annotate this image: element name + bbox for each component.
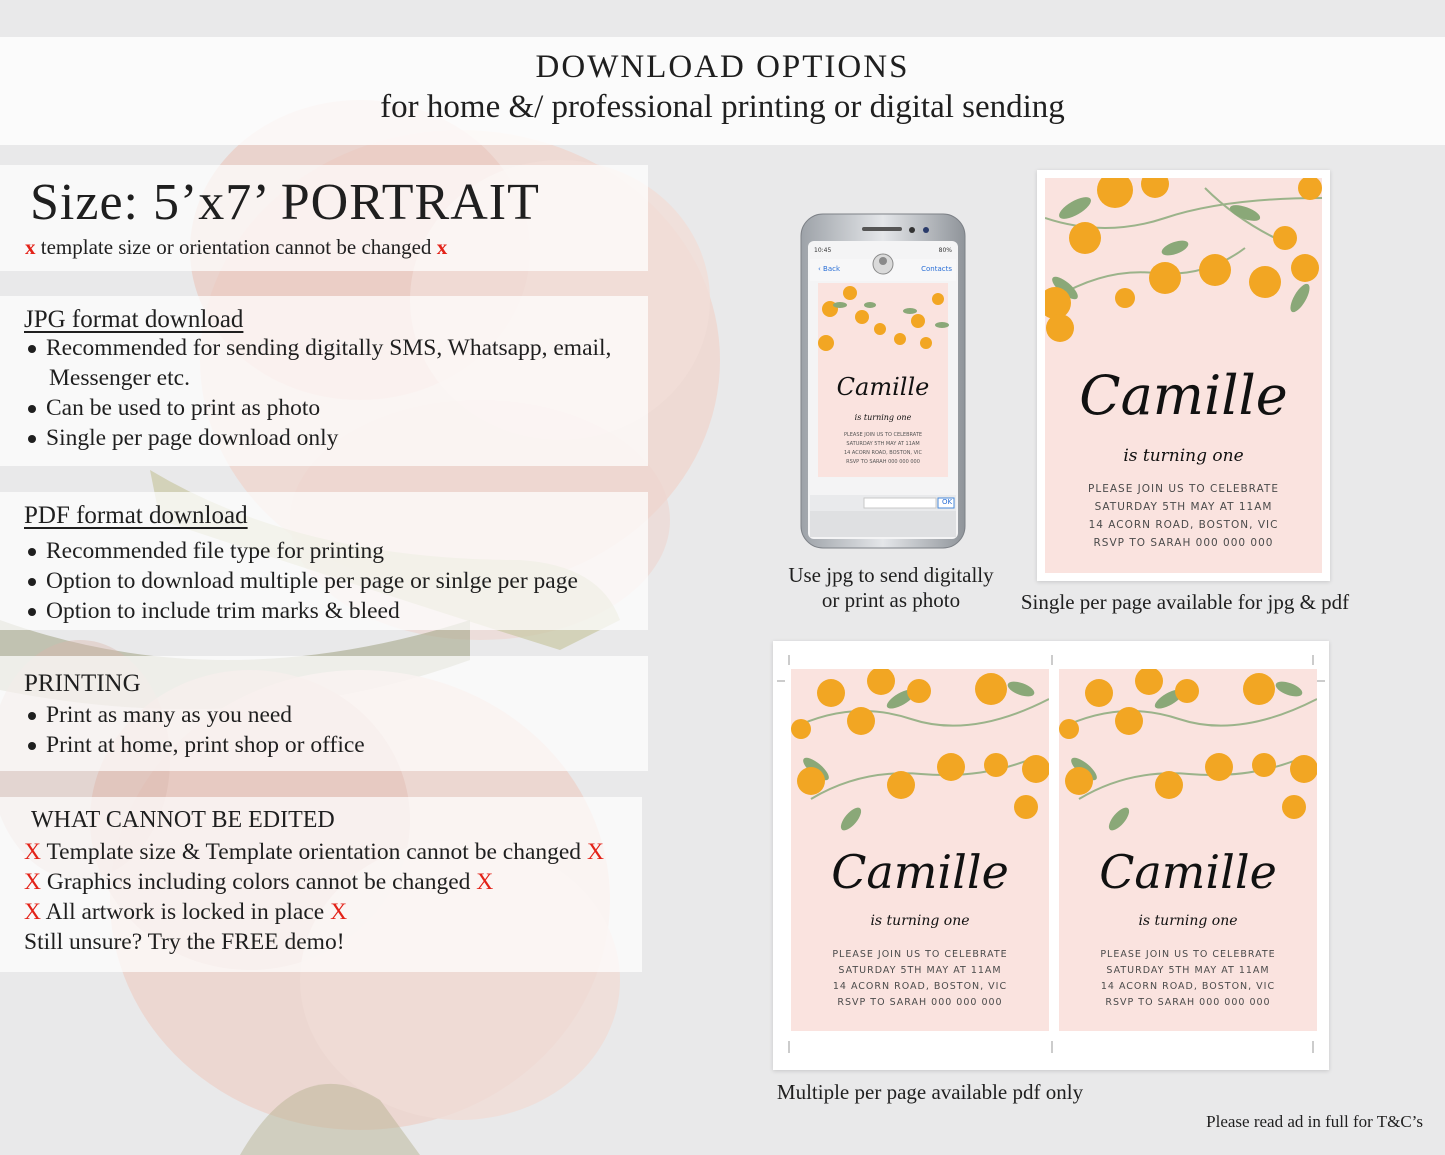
x-mark-icon: X <box>24 869 41 895</box>
cannot-edit-line <box>24 897 604 927</box>
invite-line: 14 ACORN ROAD, BOSTON, VIC <box>1088 519 1279 531</box>
invite-subline: is turning one <box>1138 913 1238 929</box>
invite-subline: is turning one <box>1123 446 1244 466</box>
invite-line: PLEASE JOIN US TO CELEBRATE <box>1100 949 1276 960</box>
list-item-text: Single per page download only <box>46 425 339 451</box>
list-item <box>24 566 578 596</box>
cannot-edit-text: Graphics including colors cannot be changed <box>46 869 471 895</box>
invite-line: RSVP TO SARAH 000 000 000 <box>837 997 1003 1008</box>
phone-back-link[interactable]: ‹ Back <box>818 265 841 273</box>
multiple-invitation-sheet <box>773 641 1329 1070</box>
demo-line: Still unsure? Try the FREE demo! <box>24 929 345 955</box>
invite-line: PLEASE JOIN US TO CELEBRATE <box>832 949 1008 960</box>
phone-caption-line: Use jpg to send digitally <box>788 563 994 587</box>
cannot-edit-lines <box>24 837 604 957</box>
invite-line: SATURDAY 5TH MAY AT 11AM <box>1106 965 1270 976</box>
single-invitation-card <box>1037 170 1330 581</box>
phone-caption-line: or print as photo <box>821 588 961 612</box>
list-item-text: Messenger etc. <box>49 365 190 391</box>
printing-heading: PRINTING <box>24 670 141 697</box>
multiple-caption: Multiple per page available pdf only <box>776 1080 1084 1104</box>
x-mark-icon: X <box>330 899 348 925</box>
list-item <box>24 596 578 626</box>
phone-invite-subline: is turning one <box>854 413 912 422</box>
invite-line: SATURDAY 5TH MAY AT 11AM <box>838 965 1002 976</box>
pdf-heading: PDF format download <box>24 502 248 529</box>
list-item-text: Recommended file type for printing <box>46 538 385 564</box>
list-item-text: Recommended for sending digitally SMS, Whatsapp, email, <box>46 335 612 361</box>
invite-name: Camille <box>1099 845 1277 899</box>
x-mark-icon: X <box>476 869 494 895</box>
printing-bullet-list <box>24 700 365 760</box>
single-caption: Single per page available for jpg & pdf <box>1020 590 1350 614</box>
invite-details <box>1045 480 1322 552</box>
trim-marks <box>773 641 1329 1070</box>
x-mark-icon: X <box>24 839 41 865</box>
cannot-edit-heading: WHAT CANNOT BE EDITED <box>31 807 335 833</box>
phone-invite-line: 14 ACORN ROAD, BOSTON, VIC <box>843 450 923 456</box>
phone-invite-details <box>818 431 948 467</box>
phone-back-label: Back <box>823 265 841 273</box>
pdf-bullet-list <box>24 536 578 626</box>
x-mark-icon: x <box>436 235 448 259</box>
jpg-heading: JPG format download <box>24 306 244 333</box>
list-item-text: Can be used to print as photo <box>46 395 321 421</box>
jpg-bullet-list <box>24 333 611 453</box>
cannot-edit-panel <box>0 797 642 972</box>
phone-contacts-link[interactable]: Contacts <box>921 265 952 273</box>
phone-invite-line: SATURDAY 5TH MAY AT 11AM <box>846 441 920 447</box>
invite-line: RSVP TO SARAH 000 000 000 <box>1105 997 1271 1008</box>
invite-line: RSVP TO SARAH 000 000 000 <box>1093 537 1274 549</box>
list-item <box>24 536 578 566</box>
list-item-text: Option to include trim marks & bleed <box>46 598 400 624</box>
phone-time: 10:45 <box>814 247 832 254</box>
list-item <box>24 700 365 730</box>
cannot-edit-line <box>24 867 604 897</box>
invite-name: Camille <box>831 845 1009 899</box>
x-mark-icon: x <box>25 235 36 259</box>
size-panel <box>0 165 648 271</box>
invite-name: Camille <box>1079 364 1288 427</box>
terms-note: Please read ad in full for T&C’s <box>1206 1112 1423 1131</box>
pdf-panel <box>0 492 648 630</box>
printing-panel <box>0 656 648 771</box>
header-band <box>0 37 1445 145</box>
list-item <box>24 423 611 453</box>
phone-invite-line: RSVP TO SARAH 000 000 000 <box>846 459 920 465</box>
list-item-text: Print as many as you need <box>46 702 293 728</box>
x-mark-icon: X <box>586 839 604 865</box>
size-title: Size: 5’x7’ PORTRAIT <box>30 174 540 231</box>
invite-subline: is turning one <box>870 913 970 929</box>
invite-line: PLEASE JOIN US TO CELEBRATE <box>1088 483 1279 495</box>
invite-line: 14 ACORN ROAD, BOSTON, VIC <box>832 981 1008 992</box>
phone-invite-name: Camille <box>836 373 930 401</box>
cannot-edit-text: Template size & Template orientation cannot be changed <box>46 839 582 865</box>
invite-line: 14 ACORN ROAD, BOSTON, VIC <box>1100 981 1276 992</box>
cannot-edit-line <box>24 837 604 867</box>
phone-send-button[interactable]: OK <box>941 498 953 506</box>
list-item-text: Print at home, print shop or office <box>46 732 365 758</box>
size-note <box>25 235 447 260</box>
size-note-text: template size or orientation cannot be changed <box>40 235 432 259</box>
list-item <box>24 730 365 760</box>
invite-line: SATURDAY 5TH MAY AT 11AM <box>1094 501 1273 513</box>
phone-mockup <box>800 213 966 549</box>
x-mark-icon: X <box>24 899 41 925</box>
cannot-edit-text: All artwork is locked in place <box>45 899 325 925</box>
phone-battery: 80% <box>938 247 952 254</box>
list-item <box>24 333 611 393</box>
jpg-panel <box>0 296 648 466</box>
phone-invite-line: PLEASE JOIN US TO CELEBRATE <box>843 432 923 438</box>
list-item-text: Option to download multiple per page or sinlge per page <box>46 568 578 594</box>
list-item <box>24 393 611 423</box>
phone-caption <box>780 563 1002 613</box>
orange-branch-illustration <box>1045 178 1322 358</box>
page-title: DOWNLOAD OPTIONS <box>535 49 910 85</box>
page-subtitle: for home &/ professional printing or digital sending <box>380 89 1065 125</box>
